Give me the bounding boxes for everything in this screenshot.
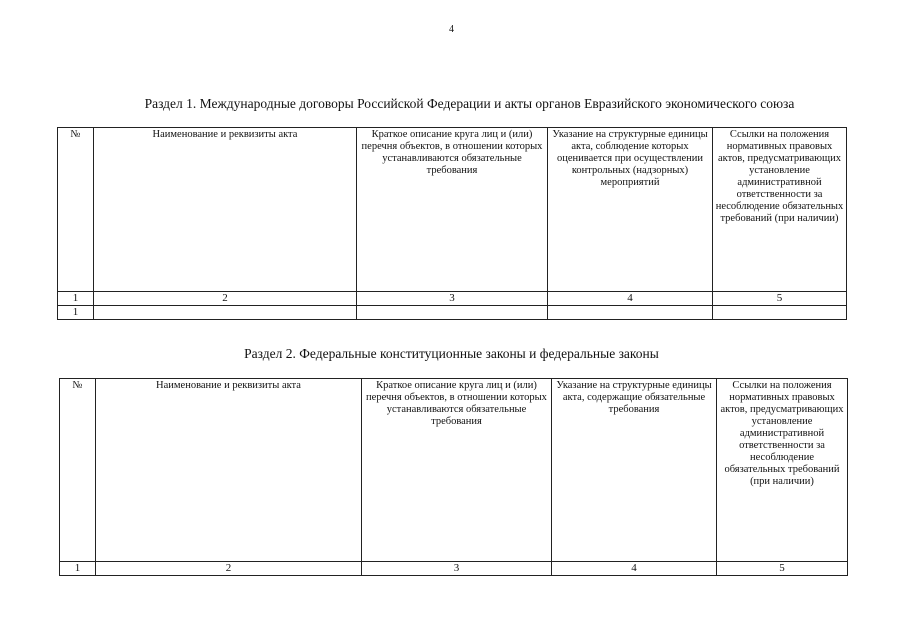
column-number-cell: 5 xyxy=(713,292,847,306)
header-cell-description: Краткое описание круга лиц и (или) перечня объектов, в отношении которых устанавливаются обязательные требования xyxy=(362,379,552,562)
column-number-row xyxy=(60,562,848,576)
column-number-cell: 3 xyxy=(362,562,552,576)
column-number-cell: 5 xyxy=(717,562,848,576)
table-cell xyxy=(548,306,713,320)
header-cell-act-name: Наименование и реквизиты акта xyxy=(94,128,357,292)
table-cell xyxy=(713,306,847,320)
section-2-title: Раздел 2. Федеральные конституционные законы и федеральные законы xyxy=(244,346,659,361)
header-cell-liability-refs: Ссылки на положения нормативных правовых актов, предусматривающих установление административной ответственности за несоблюдение обязательных требований (при наличии) xyxy=(713,128,847,292)
header-cell-structural-units: Указание на структурные единицы акта, соблюдение которых оценивается при осуществлении контрольных (надзорных) мероприятий xyxy=(548,128,713,292)
header-cell-act-name: Наименование и реквизиты акта xyxy=(96,379,362,562)
column-number-cell: 1 xyxy=(60,562,96,576)
table-cell: 1 xyxy=(58,306,94,320)
section-1-title: Раздел 1. Международные договоры Российской Федерации и акты органов Евразийского экономического союза xyxy=(144,96,795,111)
header-cell-liability-refs: Ссылки на положения нормативных правовых актов, предусматривающих установление административной ответственности за несоблюдение обязательных требований (при наличии) xyxy=(717,379,848,562)
page-number: 4 xyxy=(449,24,454,35)
header-cell-number: № xyxy=(60,379,96,562)
column-number-cell: 1 xyxy=(58,292,94,306)
table-header-row xyxy=(60,379,848,562)
column-number-cell: 4 xyxy=(548,292,713,306)
column-number-row xyxy=(58,292,847,306)
column-number-cell: 2 xyxy=(96,562,362,576)
table-header-row xyxy=(58,128,847,292)
header-cell-structural-units: Указание на структурные единицы акта, содержащие обязательные требования xyxy=(552,379,717,562)
header-cell-description: Краткое описание круга лиц и (или) перечня объектов, в отношении которых устанавливаются обязательные требования xyxy=(357,128,548,292)
table-cell xyxy=(94,306,357,320)
section-1-table xyxy=(57,127,847,320)
column-number-cell: 4 xyxy=(552,562,717,576)
table-cell xyxy=(357,306,548,320)
section-2-table xyxy=(59,378,848,576)
column-number-cell: 3 xyxy=(357,292,548,306)
table-row xyxy=(58,306,847,320)
column-number-cell: 2 xyxy=(94,292,357,306)
header-cell-number: № xyxy=(58,128,94,292)
